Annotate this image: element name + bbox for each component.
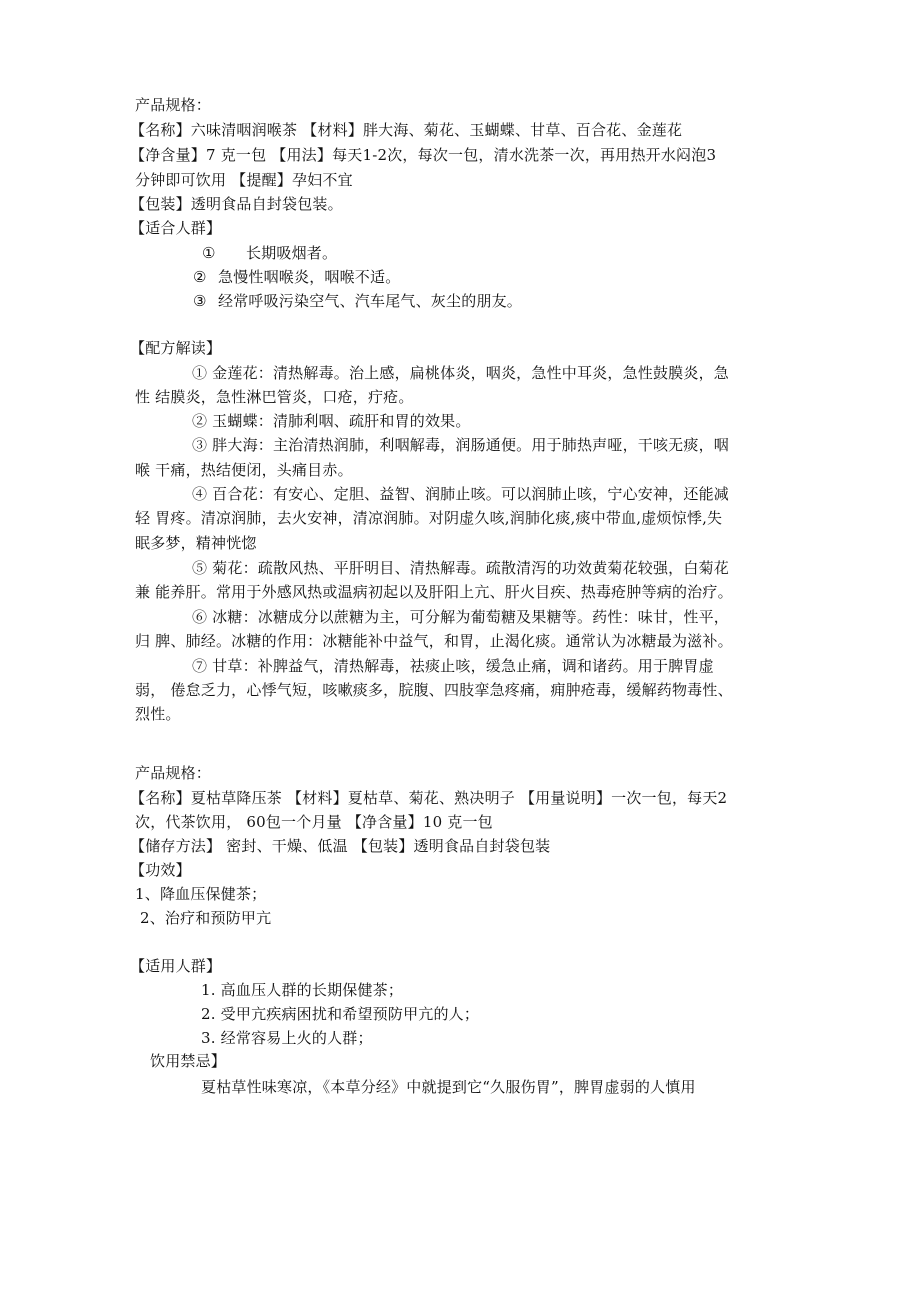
formula-line: ⑥ 冰糖：冰糖成分以蔗糖为主，可分解为葡萄糖及果糖等。药性：味甘，性平， bbox=[192, 608, 729, 626]
p2-efficacy-item-1: 1、降血压保健茶； bbox=[135, 885, 267, 903]
p1-audience-item-3: 经常呼吸污染空气、汽车尾气、灰尘的朋友。 bbox=[218, 292, 523, 310]
formula-line: 轻 胃疼。清凉润肺，去火安神，清凉润肺。对阴虚久咳,润肺化痰,痰中带血,虚烦惊悸,失 bbox=[135, 509, 723, 527]
p2-name-materials: 【名称】夏枯草降压茶 【材料】夏枯草、菊花、熟决明子 【用量说明】一次一包，每天2 bbox=[130, 789, 728, 807]
formula-line: ④ 百合花：有安心、定胆、益智、润肺止咳。可以润肺止咳，宁心安神，还能减 bbox=[192, 485, 729, 503]
formula-line: ⑦ 甘草：补脾益气，清热解毒，祛痰止咳，缓急止痛，调和诸药。用于脾胃虚 bbox=[192, 657, 714, 675]
p1-audience-heading: 【适合人群】 bbox=[130, 219, 222, 237]
formula-line: ⑤ 菊花：疏散风热、平肝明目、清热解毒。疏散清泻的功效黄菊花较强，白菊花 bbox=[192, 559, 729, 577]
formula-line: ③ 胖大海：主治清热润肺，利咽解毒，润肠通便。用于肺热声哑，干咳无痰，咽 bbox=[192, 436, 729, 454]
p2-audience-item-1: 1. 高血压人群的长期保健茶； bbox=[201, 981, 404, 999]
p1-usage-cont: 分钟即可饮用 【提醒】孕妇不宜 bbox=[135, 171, 353, 189]
formula-line: 兼 能养肝。常用于外感风热或温病初起以及肝阳上亢、肝火目疾、热毒疮肿等病的治疗。 bbox=[135, 583, 733, 601]
p1-audience-num-2: ② bbox=[193, 268, 207, 286]
p2-contraindication-heading: 饮用禁忌】 bbox=[150, 1052, 227, 1070]
p1-audience-num-3: ③ bbox=[193, 292, 207, 310]
p1-spec-heading: 产品规格： bbox=[135, 96, 212, 114]
p1-packaging: 【包装】透明食品自封袋包装。 bbox=[130, 195, 343, 213]
formula-line: 弱， 倦怠乏力，心悸气短，咳嗽痰多，脘腹、四肢挛急疼痛，痈肿疮毒，缓解药物毒性、 bbox=[135, 681, 733, 699]
formula-line: 喉 干痛，热结便闭，头痛目赤。 bbox=[135, 461, 353, 479]
p2-spec-heading: 产品规格： bbox=[135, 764, 212, 782]
p1-audience-item-1: 长期吸烟者。 bbox=[246, 244, 338, 262]
p2-storage-packaging: 【储存方法】 密封、干燥、低温 【包装】透明食品自封袋包装 bbox=[130, 837, 551, 855]
p2-audience-heading: 【适用人群】 bbox=[130, 957, 222, 975]
p1-formula-heading: 【配方解读】 bbox=[130, 339, 222, 357]
p2-efficacy-heading: 【功效】 bbox=[130, 861, 191, 879]
p2-dosage-weight: 次，代茶饮用， 60包一个月量 【净含量】10 克一包 bbox=[135, 813, 493, 831]
p2-audience-item-3: 3. 经常容易上火的人群； bbox=[201, 1029, 373, 1047]
p2-efficacy-item-2: 2、治疗和预防甲亢 bbox=[135, 909, 272, 927]
formula-line: 归 脾、肺经。冰糖的作用：冰糖能补中益气，和胃，止渴化痰。通常认为冰糖最为滋补。 bbox=[135, 632, 733, 650]
p1-weight-usage: 【净含量】7 克一包 【用法】每天1-2次，每次一包，清水洗茶一次，再用热开水闷泡3 bbox=[130, 146, 717, 164]
formula-line: ① 金莲花：清热解毒。治上感，扁桃体炎，咽炎，急性中耳炎，急性鼓膜炎，急 bbox=[192, 364, 729, 382]
formula-line: 眠多梦，精神恍惚 bbox=[135, 534, 257, 552]
formula-line: 性 结膜炎，急性淋巴管炎，口疮，疔疮。 bbox=[135, 388, 414, 406]
formula-line: ② 玉蝴蝶：清肺利咽、疏肝和胃的效果。 bbox=[192, 412, 471, 430]
p2-contraindication-text: 夏枯草性味寒凉，《本草分经》中就提到它“久服伤胃”，脾胃虚弱的人慎用 bbox=[201, 1078, 696, 1096]
p1-name-materials: 【名称】六味清咽润喉茶 【材料】胖大海、菊花、玉蝴蝶、甘草、百合花、金莲花 bbox=[130, 121, 683, 139]
p2-audience-item-2: 2. 受甲亢疾病困扰和希望预防甲亢的人； bbox=[201, 1005, 480, 1023]
p1-audience-item-2: 急慢性咽喉炎，咽喉不适。 bbox=[218, 268, 401, 286]
p1-audience-num-1: ① bbox=[202, 244, 216, 262]
formula-line: 烈性。 bbox=[135, 705, 181, 723]
